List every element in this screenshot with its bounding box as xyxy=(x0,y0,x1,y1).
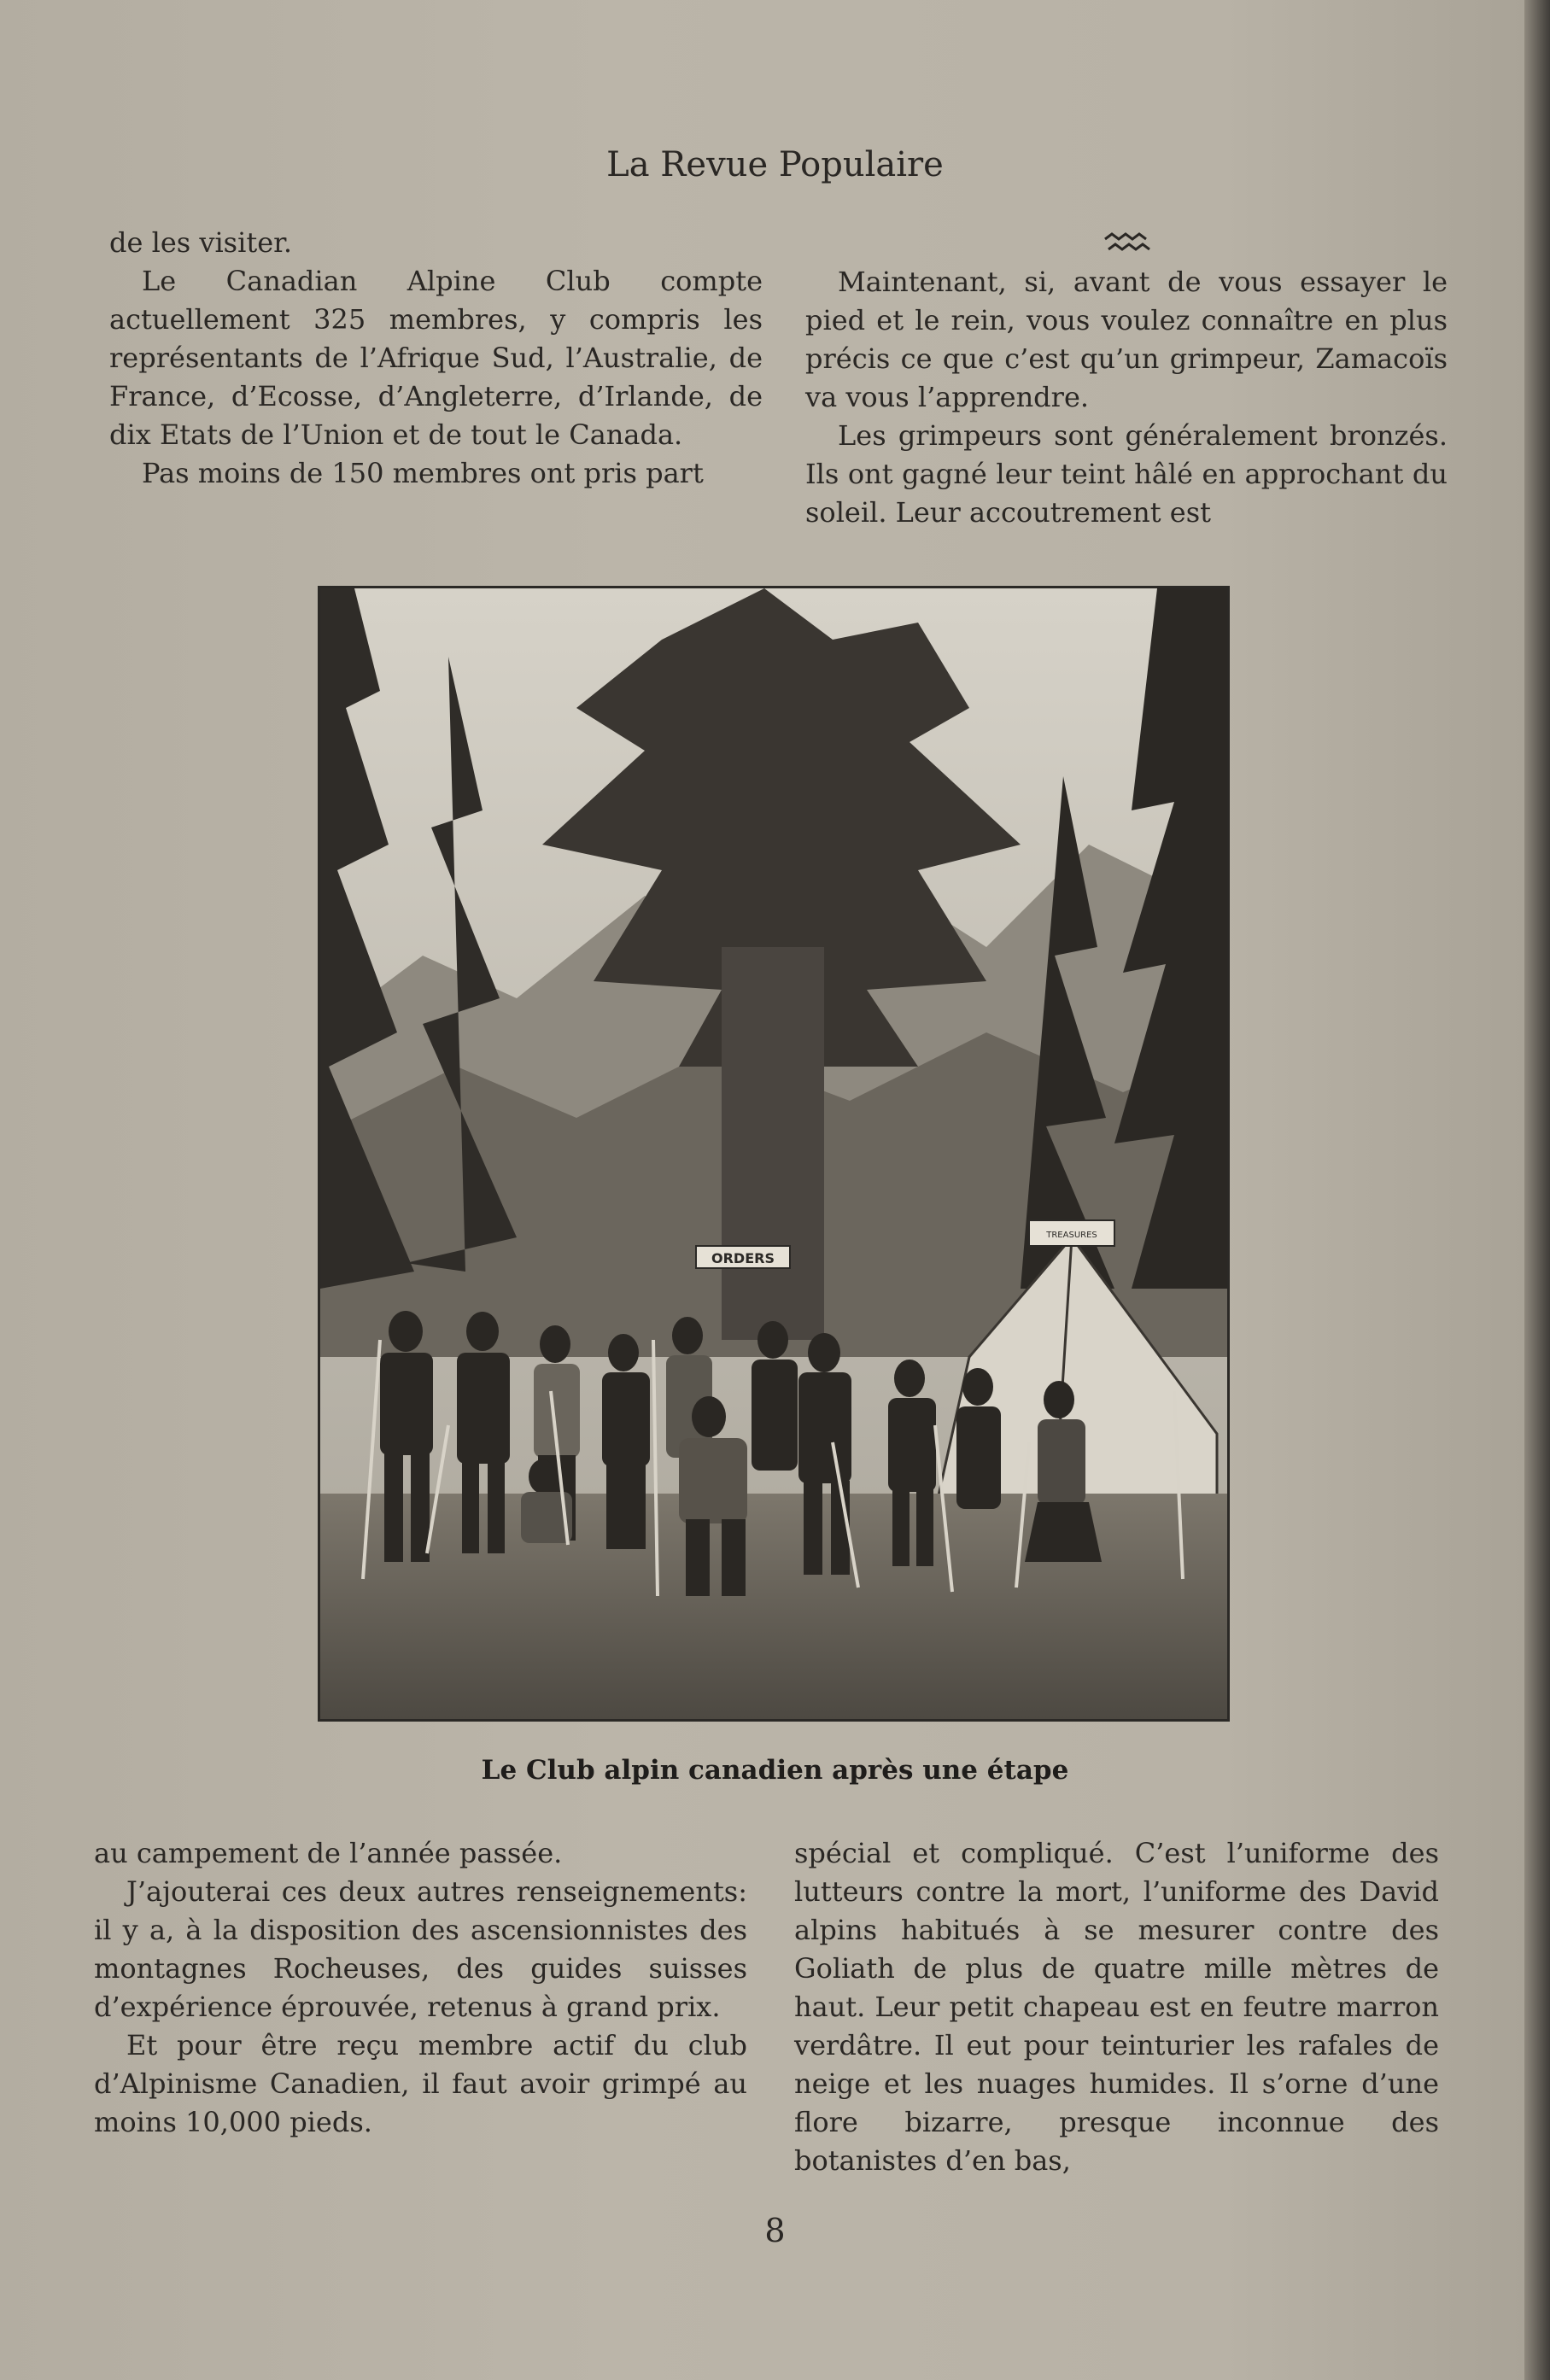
paragraph: Maintenant, si, avant de vous essayer le pied et le rein, vous voulez connaître en plus précis ce que c’est qu’un grimpeur, Zamacoïs va vous l’apprendre. xyxy=(805,266,1448,413)
page-number: 8 xyxy=(764,2212,786,2249)
column-bottom-left xyxy=(94,1834,747,2142)
sign-left-text: ORDERS xyxy=(711,1250,775,1266)
paragraph: J’ajouterai ces deux autres renseignements: il y a, à la disposition des ascensionnistes des montagnes Rocheuses, des guides suisses d’expérience éprouvée, retenus à grand prix. xyxy=(94,1875,747,2023)
running-head-title: La Revue Populaire xyxy=(606,145,944,184)
paragraph: Le Canadian Alpine Club compte actuellement 325 membres, y compris les représentants de l’Afrique Sud, l’Australie, de France, d’Ecosse, d’Angleterre, d’Irlande, de dix Etats de l’Union et de tout le Canada. xyxy=(109,265,763,451)
column-top-right xyxy=(805,263,1448,532)
photo-caption: Le Club alpin canadien après une étape xyxy=(481,1755,1069,1786)
column-top-left xyxy=(109,224,763,493)
sign-right-text: TREASURES xyxy=(1046,1231,1097,1240)
paragraph: Pas moins de 150 membres ont pris part xyxy=(142,457,704,489)
book-spine-edge xyxy=(1524,0,1550,2380)
column-bottom-right xyxy=(794,1834,1439,2180)
paragraph: Les grimpeurs sont généralement bronzés. Ils ont gagné leur teint hâlé en approchant du soleil. Leur accoutrement est xyxy=(805,419,1448,529)
photograph-alpine-club xyxy=(318,586,1230,1722)
photo-illustration xyxy=(320,588,1227,1719)
paragraph: au campement de l’année passée. xyxy=(94,1837,563,1869)
paragraph: spécial et compliqué. C’est l’uniforme des lutteurs contre la mort, l’uniforme des David alpins habitués à se mesurer contre des Goliath de plus de quatre mille mètres de haut. Leur petit chapeau est en feutre marron verdâtre. Il eut pour teinturier les rafales de neige et les nuages humides. Il s’orne d’une flore bizarre, presque inconnue des botanistes d’en bas, xyxy=(794,1837,1439,2177)
paragraph: Et pour être reçu membre actif du club d’Alpinisme Canadien, il faut avoir grimpé au moins 10,000 pieds. xyxy=(94,2029,747,2138)
section-ornament-icon xyxy=(1103,231,1151,254)
paragraph: de les visiter. xyxy=(109,226,293,259)
